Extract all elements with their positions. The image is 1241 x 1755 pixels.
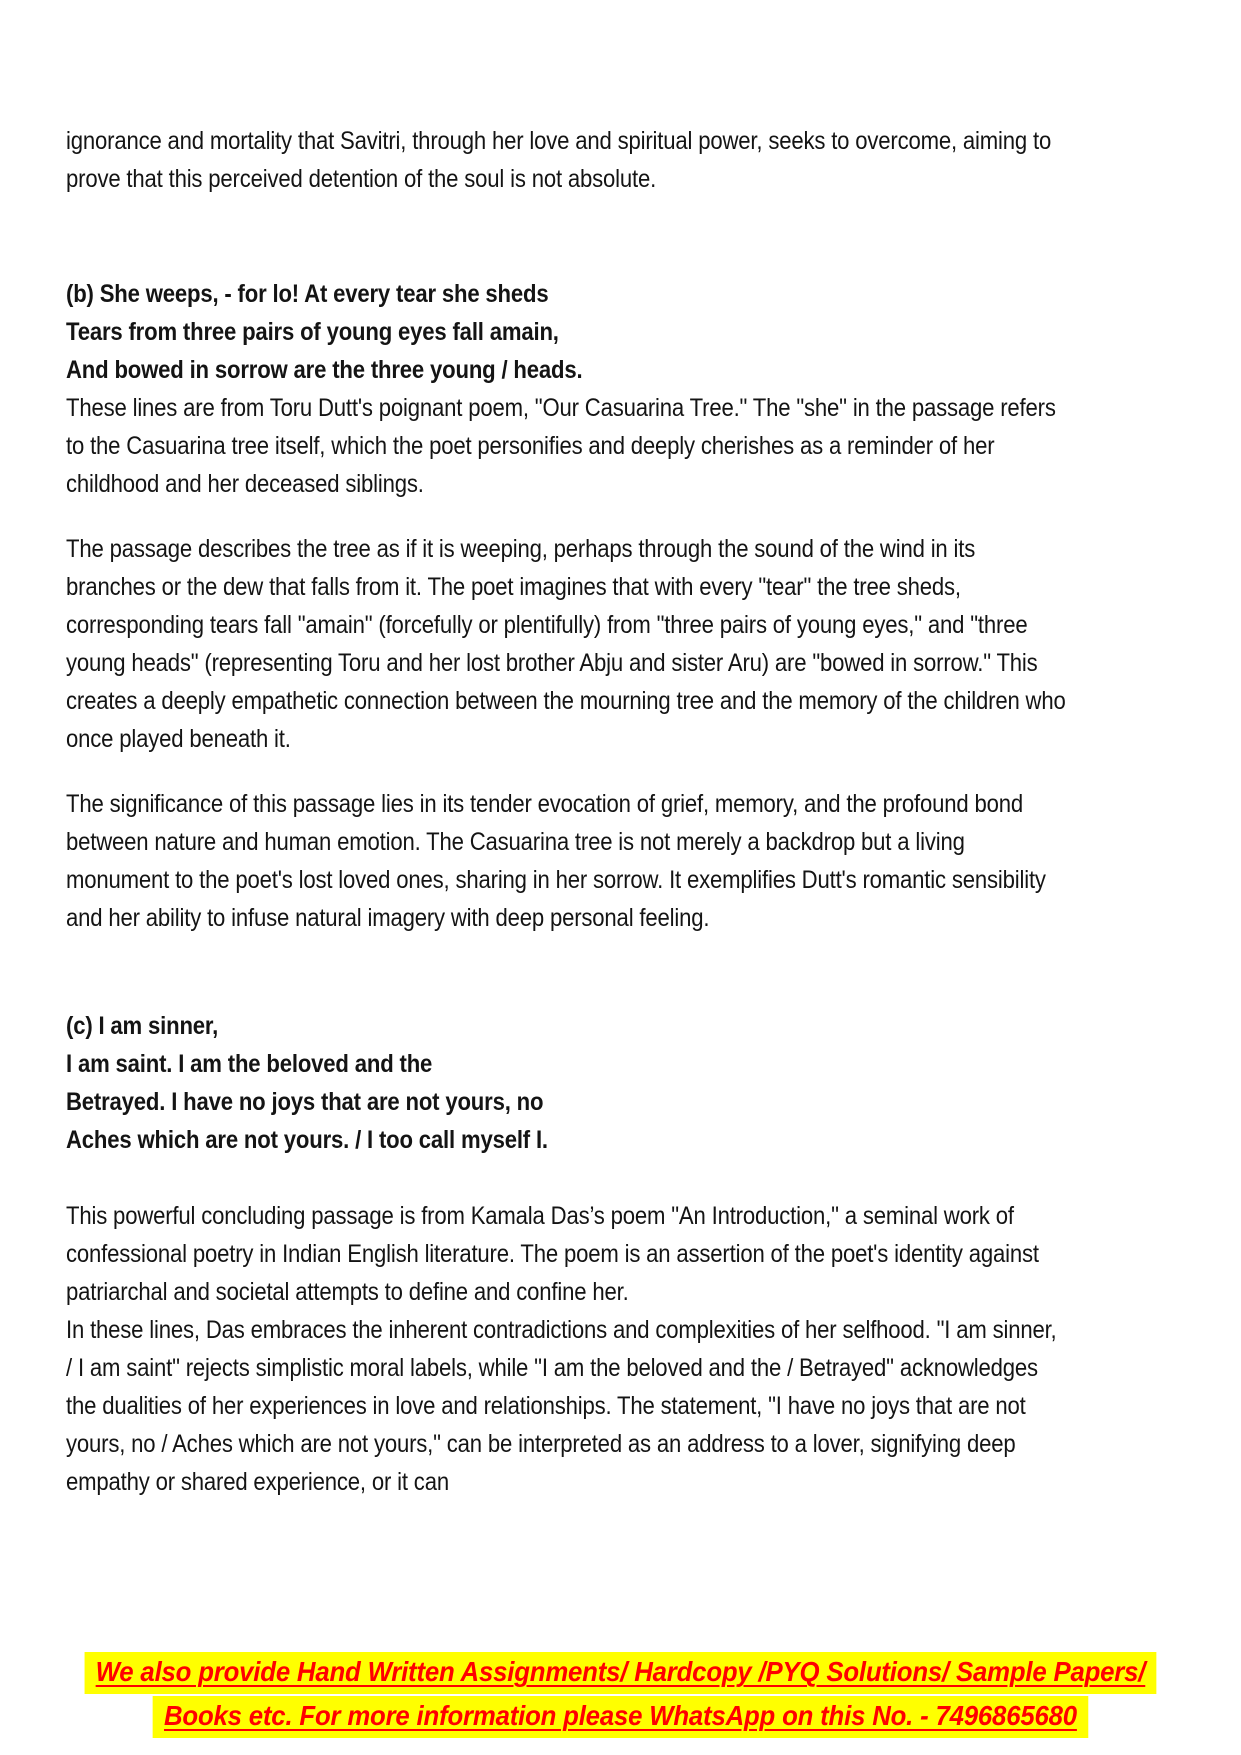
- poem-line: (b) She weeps, - for lo! At every tear she sheds: [66, 280, 549, 308]
- paragraph: In these lines, Das embraces the inherent contradictions and complexities of her selfhood. "I am sinner, / I am saint" rejects simplistic moral labels, while "I am the beloved and the / Betrayed" acknowledges the dualities of her experiences in love and relationships. The statement, "I have no joys that are not yours, no / Aches which are not yours," can be interpreted as an address to a lover, signifying deep empathy or shared experience, or it can: [66, 1316, 1057, 1496]
- footer-line: [50, 1696, 1192, 1738]
- footer-banner: [50, 1652, 1192, 1740]
- poem-line: Betrayed. I have no joys that are not yours, no: [66, 1088, 544, 1116]
- section-c-analysis: [66, 1197, 1066, 1501]
- section-c-quote: [66, 1007, 1066, 1159]
- footer-line: [50, 1652, 1192, 1694]
- document-body: [66, 122, 1066, 1501]
- poem-line: I am saint. I am the beloved and the: [66, 1050, 433, 1078]
- paragraph: The passage describes the tree as if it is weeping, perhaps through the sound of the wind in its branches or the dew that falls from it. The poet imagines that with every "tear" the tree sheds, corresponding tears fall "amain" (forcefully or plentifully) from "three pairs of young eyes," and "three young heads" (representing Toru and her lost brother Abju and sister Aru) are "bowed in sorrow." This creates a deeply empathetic connection between the mourning tree and the memory of the children who once played beneath it.: [66, 535, 1066, 753]
- section-b-quote: [66, 275, 1066, 389]
- poem-line: Aches which are not yours. / I too call myself I.: [66, 1126, 548, 1154]
- poem-line: (c) I am sinner,: [66, 1012, 219, 1040]
- paragraph: The significance of this passage lies in its tender evocation of grief, memory, and the profound bond between nature and human emotion. The Casuarina tree is not merely a backdrop but a living monument to the poet's lost loved ones, sharing in her sorrow. It exemplifies Dutt's romantic sensibility and her ability to infuse natural imagery with deep personal feeling.: [66, 790, 1046, 932]
- footer-promo-text-1: We also provide Hand Written Assignments/ Hardcopy /PYQ Solutions/ Sample Papers/: [85, 1652, 1157, 1694]
- paragraph: This powerful concluding passage is from Kamala Das’s poem "An Introduction," a seminal work of confessional poetry in Indian English literature. The poem is an assertion of the poet's identity against patriarchal and societal attempts to define and confine her.: [66, 1202, 1039, 1306]
- poem-line: Tears from three pairs of young eyes fall amain,: [66, 318, 559, 346]
- section-b-analysis: [66, 389, 1066, 937]
- paragraph: These lines are from Toru Dutt's poignant poem, "Our Casuarina Tree." The "she" in the passage refers to the Casuarina tree itself, which the poet personifies and deeply cherishes as a reminder of her childhood and her deceased siblings.: [66, 394, 1056, 498]
- footer-promo-text-2: Books etc. For more information please WhatsApp on this No. - 7496865680: [153, 1696, 1088, 1738]
- paragraph-intro: ignorance and mortality that Savitri, through her love and spiritual power, seeks to overcome, aiming to prove that this perceived detention of the soul is not absolute.: [66, 127, 1052, 193]
- poem-line: And bowed in sorrow are the three young / heads.: [66, 356, 583, 384]
